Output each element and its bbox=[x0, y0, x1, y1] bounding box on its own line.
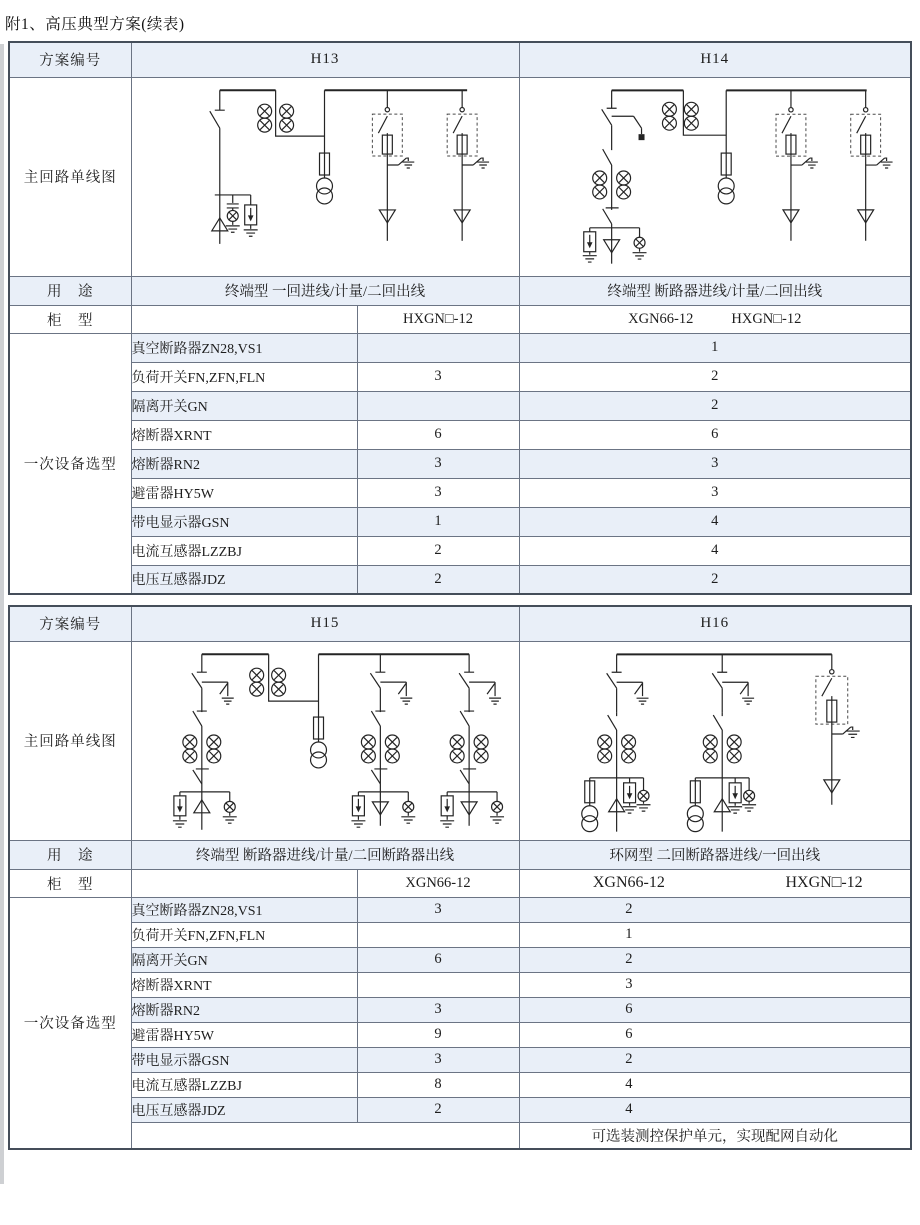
cabinet-h16-type-2: HXGN□-12 bbox=[785, 874, 863, 891]
outgoing-feeder-1 bbox=[776, 90, 818, 240]
h15-diagram-cell bbox=[131, 641, 519, 840]
cabinet-h13: HXGN□-12 bbox=[357, 305, 519, 333]
outgoing-switch-fuse-bay bbox=[815, 654, 859, 804]
table-row bbox=[9, 1122, 911, 1149]
cabinet-row-label: 柜 型 bbox=[9, 305, 131, 333]
scheme-table-h13-h14 bbox=[8, 41, 912, 595]
usage-h15: 终端型 断路器进线/计量/二回断路器出线 bbox=[131, 840, 519, 869]
busbar bbox=[611, 90, 866, 153]
scheme-h16: H16 bbox=[519, 606, 911, 641]
cabinet-h15-empty bbox=[131, 869, 357, 897]
outgoing-feeder-1 bbox=[372, 90, 414, 241]
pt-branch bbox=[316, 153, 332, 204]
busbar bbox=[219, 90, 466, 153]
cabinet-h14 bbox=[519, 305, 911, 333]
cabinet-row-label: 柜 型 bbox=[9, 869, 131, 897]
h16-single-line-diagram bbox=[520, 642, 911, 840]
equipment-row-label: 一次设备选型 bbox=[9, 897, 131, 1149]
outgoing-breaker-bay-1 bbox=[351, 654, 415, 827]
cabinet-h13-empty bbox=[131, 305, 357, 333]
table-row: 隔离开关GN 2 bbox=[9, 391, 911, 420]
footer-note: 可选装测控保护单元，实现配网自动化 bbox=[519, 1122, 911, 1149]
table-row: 电流互感器LZZBJ 8 4 bbox=[9, 1072, 911, 1097]
outgoing-feeder-2 bbox=[447, 90, 489, 241]
h15-single-line-diagram bbox=[132, 642, 519, 840]
usage-h14: 终端型 断路器进线/计量/二回出线 bbox=[519, 276, 911, 305]
table-row: 负荷开关FN,ZFN,FLN 1 bbox=[9, 922, 911, 947]
h14-single-line-diagram bbox=[520, 78, 911, 276]
diagram-row-label: 主回路单线图 bbox=[9, 641, 131, 840]
scheme-h14: H14 bbox=[519, 42, 911, 77]
usage-h13: 终端型 一回进线/计量/二回出线 bbox=[131, 276, 519, 305]
incoming-breaker-bay bbox=[582, 90, 646, 263]
cabinet-h14-type-2: HXGN□-12 bbox=[731, 310, 802, 327]
cabinet-h14-type-1: XGN66-12 bbox=[628, 310, 694, 327]
page-title: 附1、高压典型方案(续表) bbox=[5, 16, 185, 33]
table-row: 避雷器HY5W 3 3 bbox=[9, 478, 911, 507]
table-row: 带电显示器GSN 1 4 bbox=[9, 507, 911, 536]
ct-pair bbox=[662, 102, 698, 130]
scheme-h15: H15 bbox=[131, 606, 519, 641]
busbar bbox=[201, 654, 468, 717]
table-row: 一次设备选型 真空断路器ZN28,VS1 1 bbox=[9, 333, 911, 362]
h14-diagram-cell bbox=[519, 77, 911, 276]
table-row: 熔断器XRNT 3 bbox=[9, 972, 911, 997]
diagram-row-label: 主回路单线图 bbox=[9, 77, 131, 276]
usage-h16: 环网型 二回断路器进线/一回出线 bbox=[519, 840, 911, 869]
outgoing-feeder-2 bbox=[850, 90, 892, 240]
scheme-table-h15-h16 bbox=[8, 605, 912, 1150]
footer-empty-cell bbox=[131, 1122, 519, 1149]
incoming-breaker-bay-1 bbox=[581, 654, 650, 831]
ct-pair bbox=[249, 668, 285, 696]
scheme-row-label: 方案编号 bbox=[9, 606, 131, 641]
table-row: 负荷开关FN,ZFN,FLN 3 2 bbox=[9, 362, 911, 391]
table-row: 避雷器HY5W 9 6 bbox=[9, 1022, 911, 1047]
h13-diagram-cell bbox=[131, 77, 519, 276]
table-row: 隔离开关GN 6 2 bbox=[9, 947, 911, 972]
scheme-h13: H13 bbox=[131, 42, 519, 77]
table-row: 电压互感器JDZ 2 4 bbox=[9, 1097, 911, 1122]
h16-diagram-cell bbox=[519, 641, 911, 840]
incoming-switch-bay bbox=[209, 90, 257, 244]
table-row: 电流互感器LZZBJ 2 4 bbox=[9, 536, 911, 565]
pt-branch bbox=[718, 153, 734, 204]
cabinet-h15: XGN66-12 bbox=[357, 869, 519, 897]
scheme-row-label: 方案编号 bbox=[9, 42, 131, 77]
cabinet-h16 bbox=[519, 869, 911, 897]
table-row: 带电显示器GSN 3 2 bbox=[9, 1047, 911, 1072]
table-row: 熔断器RN2 3 3 bbox=[9, 449, 911, 478]
h13-single-line-diagram bbox=[132, 78, 519, 276]
incoming-breaker-bay bbox=[172, 654, 236, 830]
pt-branch bbox=[310, 717, 326, 768]
table-row: 熔断器RN2 3 6 bbox=[9, 997, 911, 1022]
incoming-breaker-bay-2 bbox=[687, 654, 756, 831]
usage-row-label: 用 途 bbox=[9, 276, 131, 305]
usage-row-label: 用 途 bbox=[9, 840, 131, 869]
table-row: 电压互感器JDZ 2 2 bbox=[9, 565, 911, 594]
table-row: 熔断器XRNT 6 6 bbox=[9, 420, 911, 449]
cabinet-h16-type-1: XGN66-12 bbox=[592, 874, 665, 891]
outgoing-breaker-bay-2 bbox=[440, 654, 504, 827]
equipment-row-label: 一次设备选型 bbox=[9, 333, 131, 594]
table-row: 一次设备选型 真空断路器ZN28,VS1 3 2 bbox=[9, 897, 911, 922]
